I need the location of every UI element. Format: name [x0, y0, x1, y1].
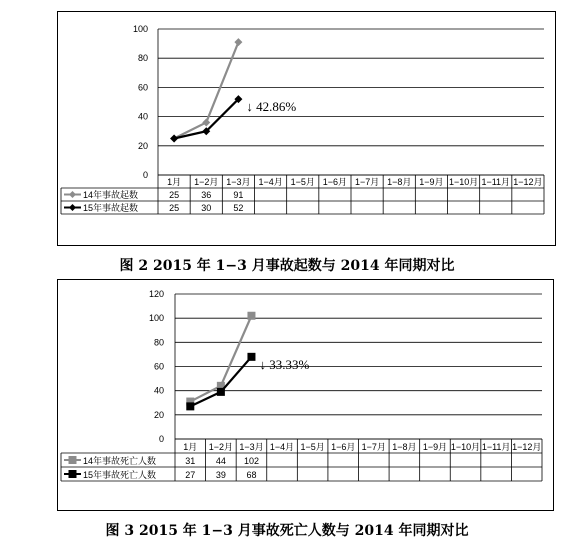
- y-tick-label: 80: [137, 53, 148, 64]
- series-line: [190, 357, 251, 407]
- x-tick-label: 1−2月: [194, 177, 219, 187]
- x-tick-label: 1−9月: [422, 442, 448, 452]
- y-tick-label: 100: [132, 24, 148, 34]
- legend-label: 14年事故起数: [83, 190, 139, 200]
- table-value: 52: [233, 203, 244, 213]
- table-value: 31: [185, 456, 196, 466]
- table-value: 91: [233, 190, 244, 200]
- x-tick-label: 1−12月: [512, 442, 542, 452]
- x-tick-label: 1−8月: [392, 442, 417, 452]
- data-point: [247, 312, 255, 320]
- y-tick-label: 20: [153, 409, 164, 420]
- y-tick-label: 120: [148, 289, 164, 299]
- x-tick-label: 1−8月: [387, 177, 412, 187]
- x-tick-label: 1−4月: [258, 177, 283, 187]
- y-tick-label: 80: [153, 337, 164, 348]
- legend-label: 14年事故死亡人数: [83, 456, 157, 466]
- y-tick-label: 40: [137, 111, 148, 122]
- table-value: 39: [215, 470, 226, 480]
- table-value: 68: [246, 470, 257, 480]
- x-tick-label: 1−11月: [481, 177, 511, 187]
- legend-label: 15年事故起数: [83, 203, 139, 213]
- table-value: 44: [215, 456, 226, 466]
- table-value: 36: [201, 190, 212, 200]
- chart-1-accidents: [58, 12, 555, 245]
- chart-1-frame: [57, 11, 556, 246]
- x-tick-label: 1−11月: [481, 442, 511, 452]
- legend-label: 15年事故死亡人数: [83, 470, 157, 480]
- x-tick-label: 1−5月: [300, 442, 325, 452]
- y-tick-label: 20: [137, 140, 148, 151]
- x-tick-label: 1−7月: [354, 177, 380, 187]
- data-point: [186, 402, 194, 410]
- chart-2-deaths: [58, 280, 553, 510]
- y-tick-label: 100: [148, 313, 164, 324]
- x-tick-label: 1−10月: [450, 442, 481, 452]
- data-point: [234, 38, 242, 46]
- change-annotation: ↓ 33.33%: [259, 356, 310, 372]
- legend-marker: [69, 204, 76, 211]
- legend-marker: [69, 456, 77, 464]
- table-value: 30: [201, 203, 212, 213]
- x-tick-label: 1−2月: [208, 442, 234, 452]
- data-point: [202, 118, 210, 126]
- change-annotation: ↓ 42.86%: [246, 99, 297, 115]
- legend-marker: [69, 470, 77, 478]
- chart-1-caption: 图 2 2015 年 1−3 月事故起数与 2014 年同期对比: [119, 258, 455, 274]
- data-point: [247, 353, 255, 361]
- y-tick-label: 0: [158, 434, 164, 444]
- x-tick-label: 1−6月: [322, 177, 348, 187]
- table-value: 25: [169, 203, 180, 213]
- x-tick-label: 1−3月: [239, 442, 264, 452]
- x-tick-label: 1−7月: [361, 442, 386, 452]
- y-tick-label: 60: [137, 82, 148, 93]
- table-value: 25: [169, 190, 180, 200]
- x-tick-label: 1月: [167, 177, 182, 187]
- chart-2-caption: 图 3 2015 年 1−3 月事故死亡人数与 2014 年同期对比: [105, 523, 469, 539]
- x-tick-label: 1−4月: [269, 442, 295, 452]
- x-tick-label: 1−6月: [331, 442, 356, 452]
- x-tick-label: 1−9月: [419, 177, 444, 187]
- data-point: [217, 388, 225, 396]
- y-tick-label: 40: [153, 385, 164, 396]
- x-tick-label: 1−5月: [290, 177, 315, 187]
- x-tick-label: 1−3月: [226, 177, 251, 187]
- table-value: 102: [243, 456, 259, 466]
- y-tick-label: 0: [142, 170, 148, 180]
- chart-2-frame: [57, 279, 554, 511]
- x-tick-label: 1−10月: [448, 177, 479, 187]
- data-point: [170, 135, 178, 143]
- table-value: 27: [185, 470, 196, 480]
- y-tick-label: 60: [153, 361, 164, 372]
- x-tick-label: 1−12月: [513, 177, 543, 187]
- x-tick-label: 1月: [183, 442, 198, 452]
- legend-marker: [69, 191, 76, 198]
